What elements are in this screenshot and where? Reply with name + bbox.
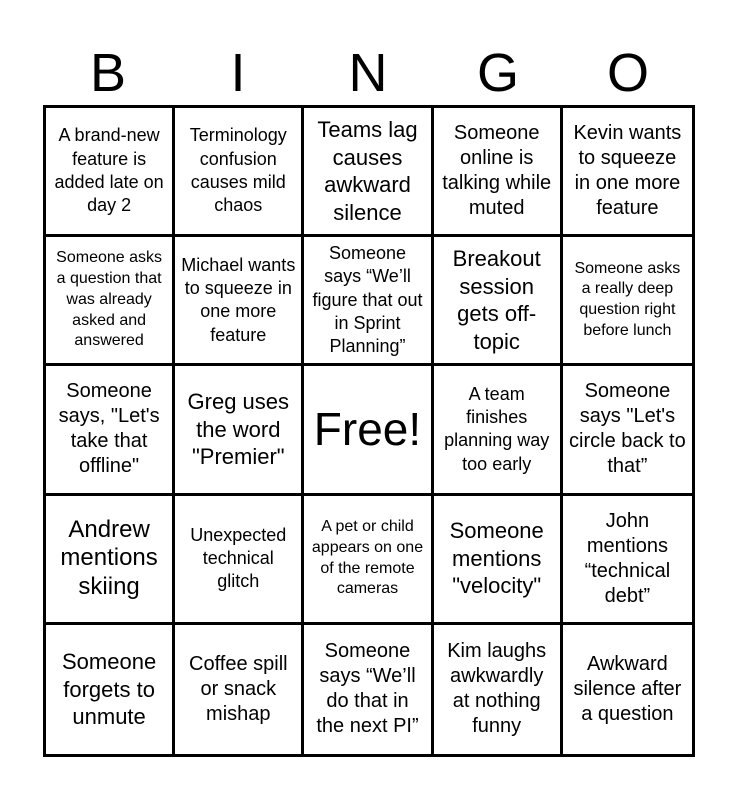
bingo-cell[interactable] [175,366,304,495]
bingo-cell[interactable] [434,237,563,366]
cell-text: Kim laughs awkwardly at nothing funny [447,640,547,738]
cell-text: Coffee spill or snack mishap [189,652,288,725]
cell-text: A brand-new feature is added late on day 2 [54,125,164,216]
cell-text: Someone asks a question that was already asked and answered [56,249,163,350]
bingo-cell[interactable] [175,625,304,754]
bingo-cell[interactable] [46,496,175,625]
cell-text: Someone says, "Let's take that offline" [58,380,160,478]
cell-text: Someone says “We’ll figure that out in Sprint Planning” [312,242,423,357]
header-letter-o: O [606,43,649,103]
free-space-label: Free! [313,403,422,456]
header-letter-b: B [89,43,127,103]
bingo-cell[interactable] [46,366,175,495]
cell-text: Michael wants to squeeze in one more feature [181,254,296,345]
header-letter-n: N [348,43,388,103]
bingo-cell[interactable] [175,108,304,237]
bingo-cell[interactable] [46,108,175,237]
bingo-cell[interactable] [304,237,433,366]
cell-text: Breakout session gets off-topic [452,246,541,354]
cell-text: Someone asks a really deep question right before lunch [574,259,681,340]
bingo-cell[interactable] [304,625,433,754]
cell-text: Someone says "Let's circle back to that” [569,380,686,478]
header-letter-i: I [230,43,246,103]
cell-text: Andrew mentions skiing [60,515,158,601]
cell-text: Unexpected technical glitch [190,524,287,592]
bingo-cell[interactable] [434,366,563,495]
cell-text: A team finishes planning way too early [444,383,550,474]
cell-text: Kevin wants to squeeze in one more feature [573,122,682,220]
bingo-board [43,105,695,757]
bingo-cell[interactable] [304,108,433,237]
cell-text: Someone online is talking while muted [442,122,552,220]
bingo-cell[interactable] [46,237,175,366]
cell-text: Someone says “We’ll do that in the next PI” [316,640,419,738]
cell-text: A pet or child appears on one of the remote cameras [311,518,424,598]
bingo-cell[interactable] [563,366,692,495]
bingo-cell[interactable] [434,108,563,237]
header-letter-g: G [476,43,519,103]
bingo-cell[interactable] [175,496,304,625]
bingo-cell[interactable] [434,625,563,754]
bingo-cell[interactable] [434,496,563,625]
bingo-header [43,40,693,106]
bingo-cell[interactable] [563,237,692,366]
cell-text: John mentions “technical debt” [584,509,671,607]
cell-text: Greg uses the word "Premier" [187,389,290,470]
bingo-cell[interactable] [563,496,692,625]
bingo-cell[interactable] [46,625,175,754]
cell-text: Awkward silence after a question [573,652,682,725]
bingo-cell[interactable] [175,237,304,366]
cell-text: Someone mentions "velocity" [449,518,544,599]
bingo-cell[interactable] [304,496,433,625]
cell-text: Terminology confusion causes mild chaos [189,125,287,216]
bingo-cell[interactable] [563,108,692,237]
free-space-cell[interactable] [304,366,433,495]
cell-text: Someone forgets to unmute [62,649,157,730]
cell-text: Teams lag causes awkward silence [317,117,418,225]
bingo-cell[interactable] [563,625,692,754]
